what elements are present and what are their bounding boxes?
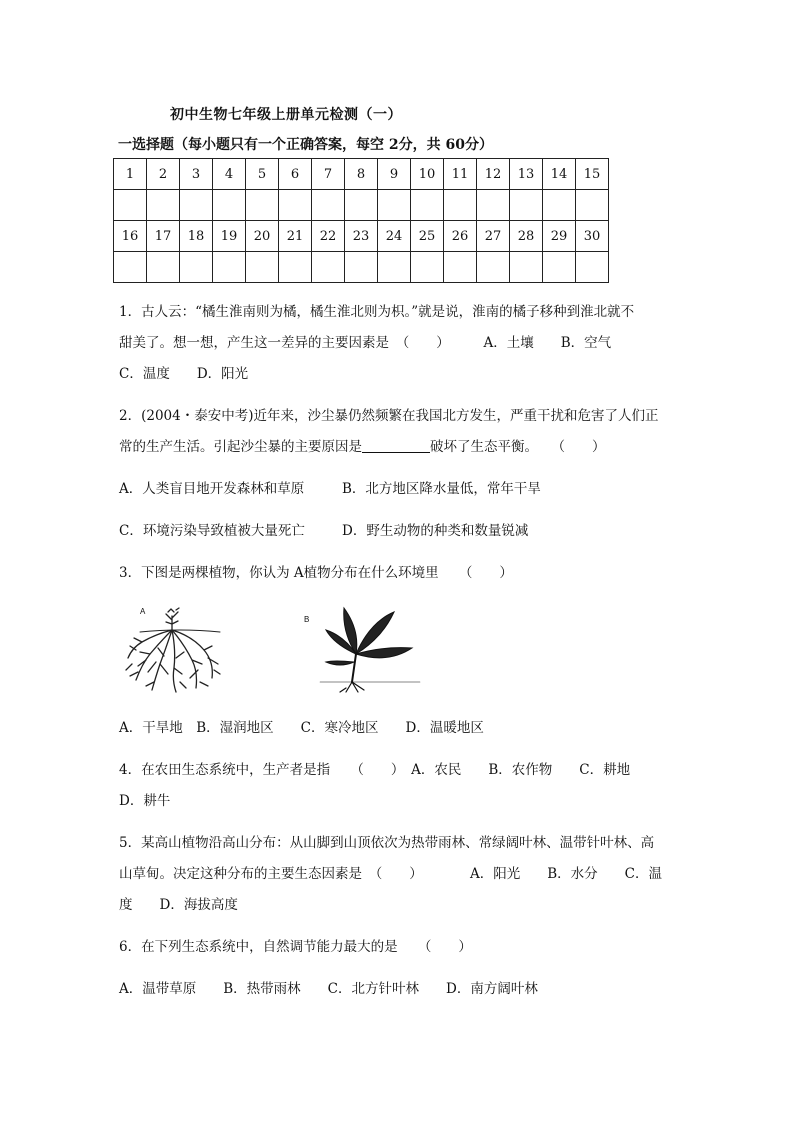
plant-a-roots-illustration: [126, 608, 220, 692]
question-number-cell: 14: [543, 159, 576, 190]
answer-cell[interactable]: [543, 190, 576, 221]
question-1-line-3: C．温度 D．阳光: [119, 366, 249, 382]
question-number-cell: 8: [345, 159, 378, 190]
answer-table: [113, 158, 609, 283]
answer-cell[interactable]: [411, 190, 444, 221]
question-1-line-1: 1．古人云：“橘生淮南则为橘，橘生淮北则为枳。”就是说，淮南的橘子移种到淮北就不: [119, 304, 635, 320]
option-a: A．人类盲目地开发森林和草原: [119, 481, 305, 497]
option-b: B．北方地区降水量低，常年干旱: [342, 481, 541, 497]
answer-cell[interactable]: [213, 190, 246, 221]
answer-cell[interactable]: [246, 252, 279, 283]
answer-cell[interactable]: [576, 190, 609, 221]
question-1-line-2: 甜美了。想一想，产生这一差异的主要因素是 （ ） A．土壤 B．空气: [119, 335, 612, 351]
question-2-options-ab: [119, 474, 679, 505]
question-number-cell: 22: [312, 221, 345, 252]
question-2-line-1: 2．(2004・泰安中考)近年来，沙尘暴仍然频繁在我国北方发生，严重干扰和危害了人们正: [119, 408, 659, 424]
answer-cell[interactable]: [345, 252, 378, 283]
question-number-cell: 13: [510, 159, 543, 190]
question-number-cell: 17: [147, 221, 180, 252]
question-number-cell: 1: [114, 159, 147, 190]
question-6-line-1: 6．在下列生态系统中，自然调节能力最大的是 （ ）: [119, 939, 472, 955]
question-number-cell: 18: [180, 221, 213, 252]
question-number-cell: 26: [444, 221, 477, 252]
answer-cell[interactable]: [576, 252, 609, 283]
answer-cell[interactable]: [378, 252, 411, 283]
answer-cell[interactable]: [411, 252, 444, 283]
question-2-line-2: [119, 432, 679, 463]
answer-table-number-row: [114, 221, 609, 252]
plant-b-illustration: [320, 608, 420, 692]
answer-table-blank-row: [114, 190, 609, 221]
answer-cell[interactable]: [345, 190, 378, 221]
question-2-text-end: 破坏了生态平衡。 （ ）: [430, 439, 606, 455]
question-2-options-cd: [119, 516, 679, 547]
question-3-line-1: 3．下图是两棵植物，你认为 A植物分布在什么环境里 （ ）: [119, 565, 513, 581]
answer-cell[interactable]: [510, 252, 543, 283]
option-c: C．环境污染导致植被大量死亡: [119, 523, 305, 539]
plant-figure: [120, 602, 440, 694]
answer-cell[interactable]: [477, 252, 510, 283]
question-number-cell: 9: [378, 159, 411, 190]
question-number-cell: 7: [312, 159, 345, 190]
question-6-options: A．温带草原 B．热带雨林 C．北方针叶林 D．南方阔叶林: [119, 981, 538, 997]
page-title: 初中生物七年级上册单元检测（一）: [170, 107, 402, 123]
question-number-cell: 11: [444, 159, 477, 190]
question-5-line-2: 山草甸。决定这种分布的主要生态因素是 （ ） A．阳光 B．水分 C．温: [119, 866, 662, 882]
question-number-cell: 29: [543, 221, 576, 252]
question-number-cell: 12: [477, 159, 510, 190]
question-number-cell: 16: [114, 221, 147, 252]
answer-cell[interactable]: [147, 252, 180, 283]
question-number-cell: 10: [411, 159, 444, 190]
question-5-line-1: 5．某高山植物沿高山分布：从山脚到山顶依次为热带雨林、常绿阔叶林、温带针叶林、高: [119, 835, 655, 851]
answer-cell[interactable]: [213, 252, 246, 283]
question-3-options: A．干旱地 B．湿润地区 C．寒冷地区 D．温暖地区: [119, 720, 484, 736]
section-heading: 一选择题（每小题只有一个正确答案，每空 2分，共 60分）: [118, 137, 493, 153]
answer-cell[interactable]: [444, 190, 477, 221]
answer-cell[interactable]: [180, 190, 213, 221]
blank-line[interactable]: [362, 438, 430, 453]
question-4-line-2: D．耕牛: [119, 793, 171, 809]
question-number-cell: 23: [345, 221, 378, 252]
question-number-cell: 4: [213, 159, 246, 190]
answer-cell[interactable]: [114, 252, 147, 283]
answer-cell[interactable]: [477, 190, 510, 221]
answer-cell[interactable]: [180, 252, 213, 283]
answer-cell[interactable]: [246, 190, 279, 221]
question-2-text: 常的生产生活。引起沙尘暴的主要原因是: [119, 439, 362, 455]
question-number-cell: 15: [576, 159, 609, 190]
figure-label-b: B: [304, 615, 310, 624]
answer-cell[interactable]: [510, 190, 543, 221]
answer-cell[interactable]: [279, 252, 312, 283]
question-number-cell: 6: [279, 159, 312, 190]
figure-label-a: A: [140, 607, 146, 616]
question-number-cell: 2: [147, 159, 180, 190]
question-number-cell: 5: [246, 159, 279, 190]
question-number-cell: 27: [477, 221, 510, 252]
question-number-cell: 19: [213, 221, 246, 252]
question-number-cell: 3: [180, 159, 213, 190]
answer-cell[interactable]: [444, 252, 477, 283]
answer-table-number-row: [114, 159, 609, 190]
question-number-cell: 20: [246, 221, 279, 252]
answer-cell[interactable]: [147, 190, 180, 221]
question-number-cell: 21: [279, 221, 312, 252]
answer-cell[interactable]: [543, 252, 576, 283]
answer-table-blank-row: [114, 252, 609, 283]
answer-cell[interactable]: [279, 190, 312, 221]
answer-cell[interactable]: [312, 190, 345, 221]
answer-cell[interactable]: [312, 252, 345, 283]
question-number-cell: 30: [576, 221, 609, 252]
question-5-line-3: 度 D．海拔高度: [119, 897, 238, 913]
answer-cell[interactable]: [114, 190, 147, 221]
question-4-line-1: 4．在农田生态系统中，生产者是指 （ ） A．农民 B．农作物 C．耕地: [119, 762, 631, 778]
answer-cell[interactable]: [378, 190, 411, 221]
option-d: D．野生动物的种类和数量锐减: [342, 523, 529, 539]
question-number-cell: 25: [411, 221, 444, 252]
question-number-cell: 24: [378, 221, 411, 252]
question-number-cell: 28: [510, 221, 543, 252]
